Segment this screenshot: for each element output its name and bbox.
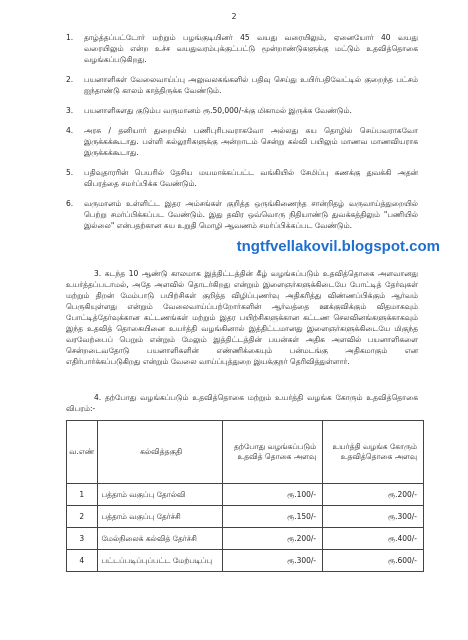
header-qualification: கல்வித்தகுதி — [97, 421, 222, 484]
header-serial: வ.எண் — [67, 421, 98, 484]
cell-current-amount: ரூ.100/- — [222, 484, 322, 506]
allowance-table — [66, 420, 424, 572]
blog-watermark: tngtfvellakovil.blogspot.com — [236, 238, 440, 255]
cell-current-amount: ரூ.300/- — [222, 550, 322, 572]
header-proposed-amount: உயர்த்தி வழங்க கோரும் உதவித்தொகை அளவு — [323, 421, 424, 484]
cell-current-amount: ரூ.150/- — [222, 506, 322, 528]
cell-proposed-amount: ரூ.300/- — [323, 506, 424, 528]
paragraph-3: 3. கடந்த 10 ஆண்டு காலமாக இத்திட்டத்தின் கீழ் வழங்கப்படும் உதவித்தொகை அளவானது உயர்த்தப்படாமல், அதே அளவில் தொடர்கிறது என்றும் இளைஞர்களுக்கிடையே போட்டித் தேர்வுகள் மற்றும் திறன் மேம்பாடு பயிற்சிகள் குறித்த விழிப்புணர்வு அதிகரித்து விண்ணப்பிக்கும் ஆர்வம் பெருகியுள்ளது என்றும் வேலைவாய்ப்பற்றோர்களின் ஆர்வத்தை ஊக்குவிக்கும் விதமாகவும் போட்டித்தேர்வுக்கான கட்டணங்கள் மற்றும் இதர பயிற்சிகளுக்கான கட்டண செலவினங்களுக்காகவும் இந்த உதவித் தொகையினை உயர்த்தி வழங்கினால் இத்திட்டமானது இளைஞர்களுக்கிடையே மிகுந்த வரவேற்பைப் பெறும் என்றும் மேலும் இத்திட்டத்தின் பயன்கள் அதிக அளவில் பயனாளிகளை சென்றடைவதோடு பயனாளிகளின் எண்ணிக்கையும் பன்மடங்கு அதிகமாகும் என எதிர்பார்க்கப்படுகிறது என்றும் வேலை வாய்ப்புத்துறை இயக்குநர் தெரிவித்துள்ளார். — [66, 269, 418, 366]
cell-proposed-amount: ரூ.400/- — [323, 528, 424, 550]
list-item — [66, 74, 418, 96]
cell-serial: 1 — [67, 484, 98, 506]
list-item — [66, 125, 418, 158]
list-item-text: பயனாளிகளது குடும்ப வருமானம் ரூ.50,000/-க்கு மிகாமல் இருக்க வேண்டும். — [84, 106, 352, 115]
paragraph-4: 4. தற்போது வழங்கப்படும் உதவித்தொகை மற்றும் உயர்த்தி வழங்க கோரும் உதவித்தொகை விபரம்:- — [66, 393, 418, 413]
list-item-text: பயனாளிகள் வேலைவாய்ப்பு அலுவலகங்களில் பதிவு செய்து உயிர்பதிவேட்டில் குறைந்த பட்சம் ஐந்தாண்டு காலம் காத்திருக்க வேண்டும். — [84, 75, 418, 95]
cell-qualification: மேல்நிலைக் கல்வித் தேர்ச்சி — [97, 528, 222, 550]
list-item-text: வருமானம் உள்ளிட்ட இதர அம்சங்கள் குறித்த ஒருங்கிணைந்த சான்றிதழ் வருவாய்த்துறையில் பெற்று சமர்ப்பிக்கப்பட வேண்டும். இது தவிர ஒவ்வொரு நிதியாண்டு துவக்கத்திலும் "பணியில் இல்லை" என்பதற்கான சுய உறுதி மொழி ஆவணம் சமர்ப்பிக்கப்பட வேண்டும். — [84, 199, 418, 230]
cell-proposed-amount: ரூ.600/- — [323, 550, 424, 572]
table-row — [67, 550, 424, 572]
conditions-list — [66, 32, 418, 240]
page-number: 2 — [231, 12, 237, 21]
list-item-number: 6. — [66, 199, 74, 208]
list-item-number: 5. — [66, 168, 74, 177]
header-current-amount: தற்போது வழங்கப்படும் உதவித் தொகை அளவு — [222, 421, 322, 484]
list-item-text: தாழ்த்தப்பட்டோர் மற்றும் பழங்குடியினர் 45 வயது வரையிலும், ஏனையோர் 40 வயது வரையிலும் என்ற உச்ச வயதுவரம்புக்குட்பட்டு மூன்றாண்டுகளுக்கு மட்டும் உதவித்தொகை வழங்கப்படுகிறது. — [84, 33, 418, 64]
list-item-text: அரசு / தனியார் துறையில் பணிபுரிபவராகவோ அல்லது சுய தொழில் செய்பவராகவோ இருக்கக்கூடாது. பள்ளி கல்லூரிகளுக்கு அன்றாடம் சென்று கல்வி பயிலும் மாணவ மாணவியராக இருக்கக்கூடாது. — [84, 126, 418, 157]
list-item-number: 1. — [66, 33, 74, 42]
cell-serial: 3 — [67, 528, 98, 550]
cell-qualification: பத்தாம் வகுப்பு தோல்வி — [97, 484, 222, 506]
cell-qualification: பத்தாம் வகுப்பு தேர்ச்சி — [97, 506, 222, 528]
table-header-row — [67, 421, 424, 484]
list-item — [66, 198, 418, 231]
list-item-number: 4. — [66, 126, 74, 135]
list-item — [66, 105, 418, 116]
list-item-number: 3. — [66, 106, 74, 115]
list-item — [66, 167, 418, 189]
cell-serial: 4 — [67, 550, 98, 572]
cell-current-amount: ரூ.200/- — [222, 528, 322, 550]
table-row — [67, 528, 424, 550]
list-item-number: 2. — [66, 75, 74, 84]
table-row — [67, 506, 424, 528]
table-row — [67, 484, 424, 506]
cell-qualification: பட்டப்படிப்புப்பட்ட மேற்படிப்பு — [97, 550, 222, 572]
cell-serial: 2 — [67, 506, 98, 528]
cell-proposed-amount: ரூ.200/- — [323, 484, 424, 506]
list-item-text: பதிவுதாரரின் பெயரில் தேசிய மயமாக்கப்பட்ட வங்கியில் சேமிப்பு கணக்கு துவக்கி அதன் விபரத்தை சமர்ப்பிக்க வேண்டும். — [84, 168, 418, 188]
list-item — [66, 32, 418, 65]
